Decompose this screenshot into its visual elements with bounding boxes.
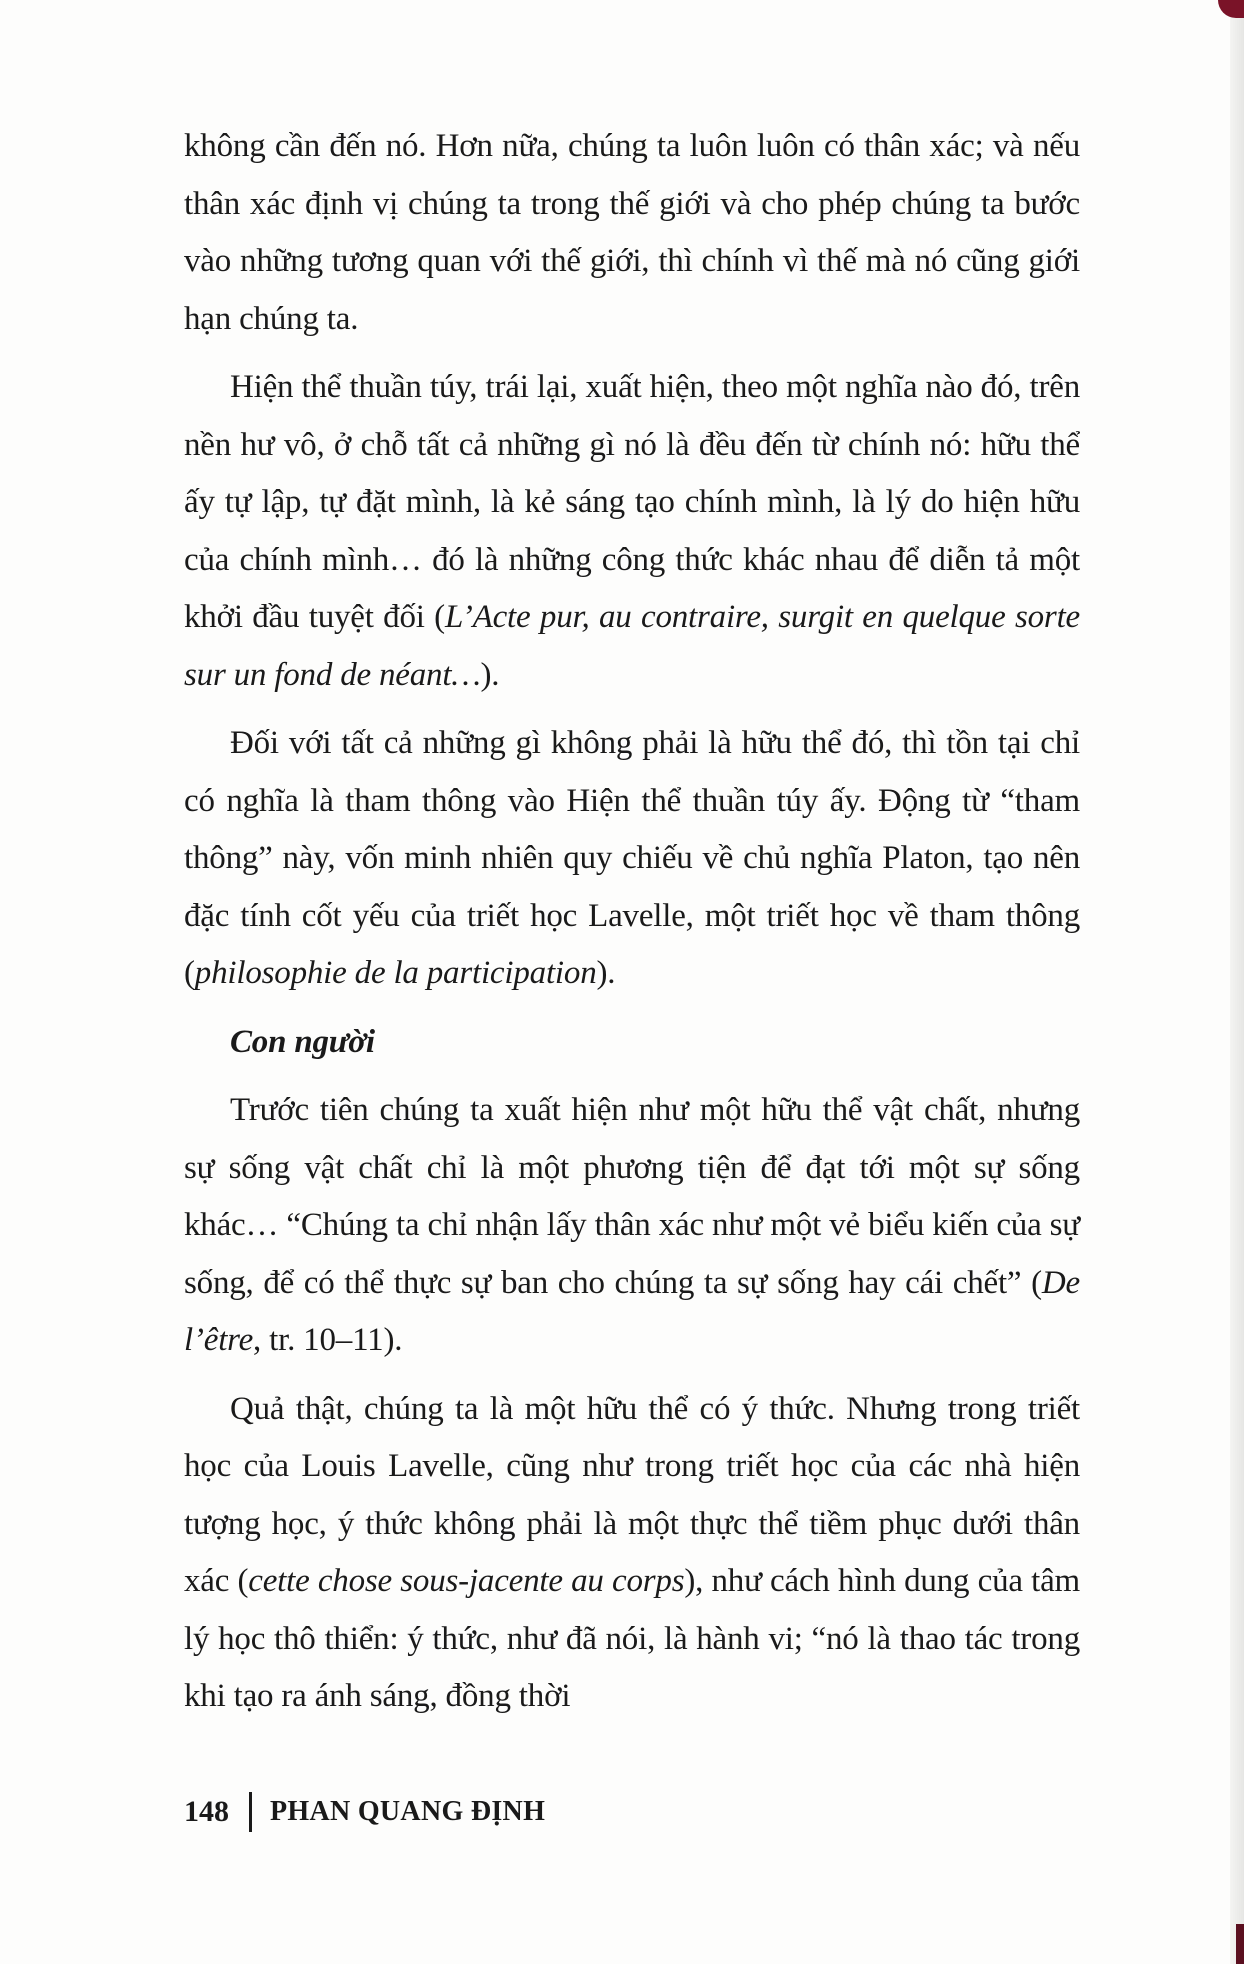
french-quote: L’Acte pur, au contraire, surgit en quelque sorte sur un fond de néant… [184,599,1080,693]
paragraph-text: Trước tiên chúng ta xuất hiện như một hữu thể vật chất, nhưng sự sống vật chất chỉ là một phương tiện để đạt tới một sự sống khác… “Chúng ta chỉ nhận lấy thân xác như một vẻ biểu kiến của sự sống, để có thể thực sự ban cho chúng ta sự sống hay cái chết” ( [184,1092,1080,1301]
footer-divider [249,1792,252,1832]
paragraph-text: Hiện thể thuần túy, trái lại, xuất hiện, theo một nghĩa nào đó, trên nền hư vô, ở chỗ tất cả những gì nó là đều đến từ chính nó: hữu thể ấy tự lập, tự đặt mình, là kẻ sáng tạo chính mình, là lý do hiện hữu của chính mình… đó là những công thức khác nhau để diễn tả một khởi đầu tuyệt đối ( [184,369,1080,635]
paragraph-text: ). [480,656,500,693]
paragraph-text: Đối với tất cả những gì không phải là hữu thể đó, thì tồn tại chỉ có nghĩa là tham thông vào Hiện thể thuần túy ấy. Động từ “tham thông” này, vốn minh nhiên quy chiếu về chủ nghĩa Platon, tạo nên đặc tính cốt yếu của triết học Lavelle, một triết học về tham thông ( [184,725,1080,991]
paragraph [184,359,1080,704]
french-term: philosophie de la participation [194,955,597,991]
section-heading-text: Con người [230,1023,375,1060]
cover-corner-mark [1218,0,1244,18]
paragraph [184,715,1080,1003]
paragraph-text: ), như cách hình dung của tâm lý học thô thiển: ý thức, như đã nói, là hành vi; “nó là thao tác trong khi tạo ra ánh sáng, đồng thời [184,1563,1080,1714]
french-phrase: cette chose sous-jacente au corps [248,1563,685,1599]
book-title: De l’être [184,1264,1080,1358]
body-text [184,118,1080,1737]
paragraph [184,118,1080,348]
paragraph [184,1381,1080,1726]
page-edge-shadow [1230,0,1244,1964]
running-author: PHAN QUANG ĐỊNH [270,1796,546,1827]
paragraph-text: , tr. 10–11). [253,1322,403,1358]
paragraph-text: Quả thật, chúng ta là một hữu thể có ý thức. Nhưng trong triết học của Louis Lavelle, cũng như trong triết học của các nhà hiện tượng học, ý thức không phải là một thực thể tiềm phục dưới thân xác ( [184,1390,1080,1599]
page-footer [184,1790,545,1834]
cover-edge-mark [1236,1924,1244,1964]
section-heading [184,1014,1080,1072]
paragraph [184,1082,1080,1370]
paragraph-text: ). [596,955,616,991]
page-number: 148 [184,1795,229,1828]
paragraph-text: không cần đến nó. Hơn nữa, chúng ta luôn luôn có thân xác; và nếu thân xác định vị chúng ta trong thế giới và cho phép chúng ta bước vào những tương quan với thế giới, thì chính vì thế mà nó cũng giới hạn chúng ta. [184,128,1080,337]
